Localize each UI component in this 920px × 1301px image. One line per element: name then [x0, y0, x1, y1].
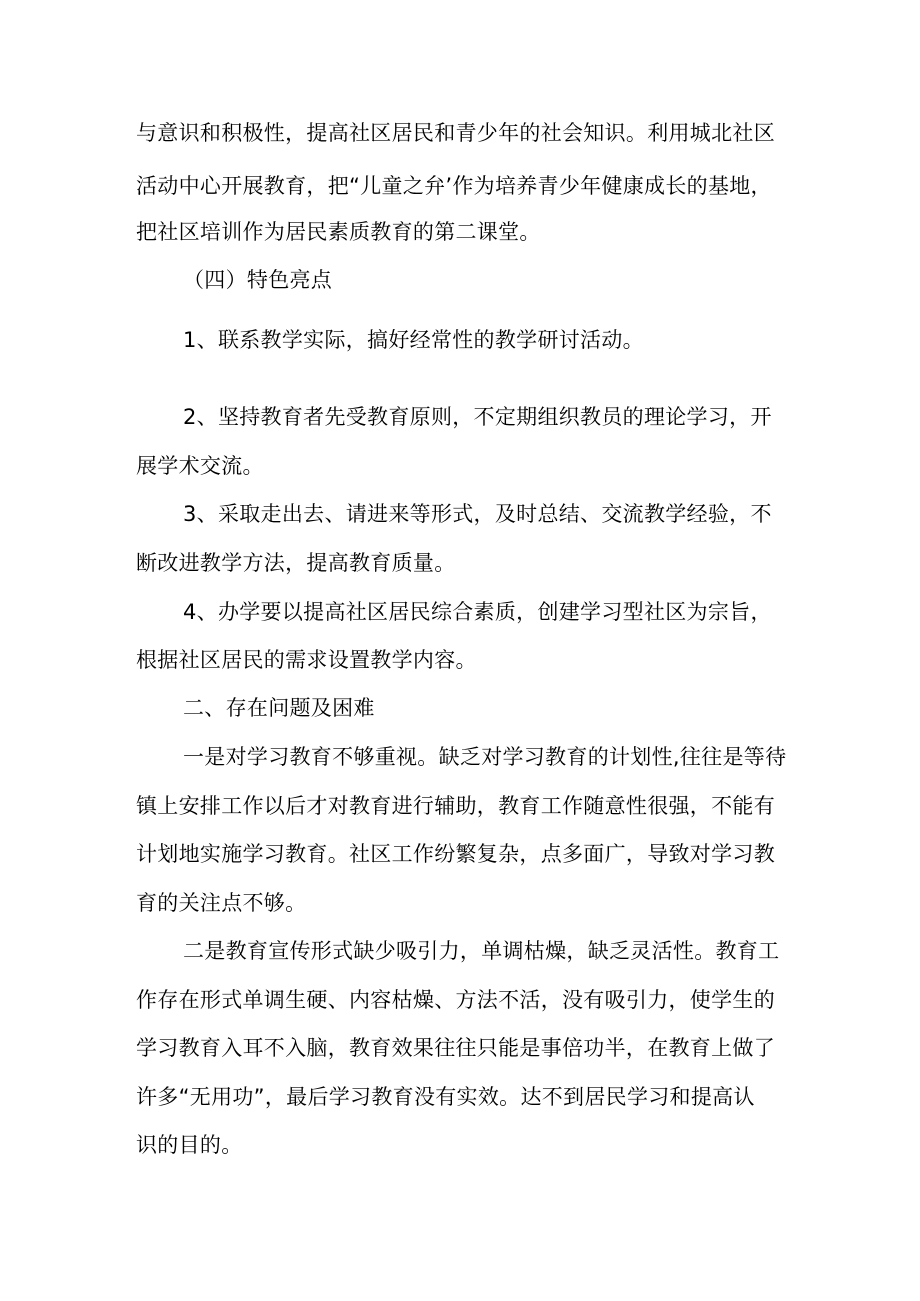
text-line: 4、办学要以提高社区居民综合素质，创建学习型社区为宗旨， [183, 600, 772, 624]
text-line: 一是对学习教育不够重视。缺乏对学习教育的计划性,往往是等待 [183, 745, 787, 769]
text-line: 二是教育宣传形式缺少吸引力，单调枯燥，缺乏灵活性。教育工 [183, 939, 780, 963]
text-line: 展学术交流。 [136, 454, 264, 478]
text-line: 2、坚持教育者先受教育原则，不定期组织教员的理论学习，开 [183, 405, 772, 429]
section-heading-features: （四）特色亮点 [183, 268, 333, 292]
text-line: 1、联系教学实际，搞好经常性的教学研讨活动。 [183, 328, 644, 352]
text-line: 识的目的。 [136, 1133, 243, 1157]
text-line: 计划地实施学习教育。社区工作纷繁复杂，点多面广，导致对学习教 [136, 842, 775, 866]
text-line: 断改进教学方法，提高教育质量。 [136, 551, 456, 575]
text-line: 与意识和积极性，提高社区居民和青少年的社会知识。利用城北社区 [136, 121, 775, 145]
text-line: 许多“无用功”，最后学习教育没有实效。达不到居民学习和提高认 [136, 1085, 755, 1109]
text-line: 镇上安排工作以后才对教育进行辅助，教育工作随意性很强，不能有 [136, 794, 775, 818]
text-line: 作存在形式单调生硬、内容枯燥、方法不活，没有吸引力，使学生的 [136, 988, 775, 1012]
text-line: 活动中心开展教育，把“儿童之弁’作为培养青少年健康成长的基地， [136, 174, 772, 198]
text-line: 根据社区居民的需求设置教学内容。 [136, 648, 477, 672]
section-heading-problems: 二、存在问题及困难 [183, 696, 375, 720]
text-line: 3、采取走出去、请进来等形式，及时总结、交流教学经验，不 [183, 502, 772, 526]
text-line: 把社区培训作为居民素质教育的第二课堂。 [136, 220, 541, 244]
text-line: 育的关注点不够。 [136, 891, 307, 915]
text-line: 学习教育入耳不入脑，教育效果往往只能是事倍功半，在教育上做了 [136, 1036, 775, 1060]
